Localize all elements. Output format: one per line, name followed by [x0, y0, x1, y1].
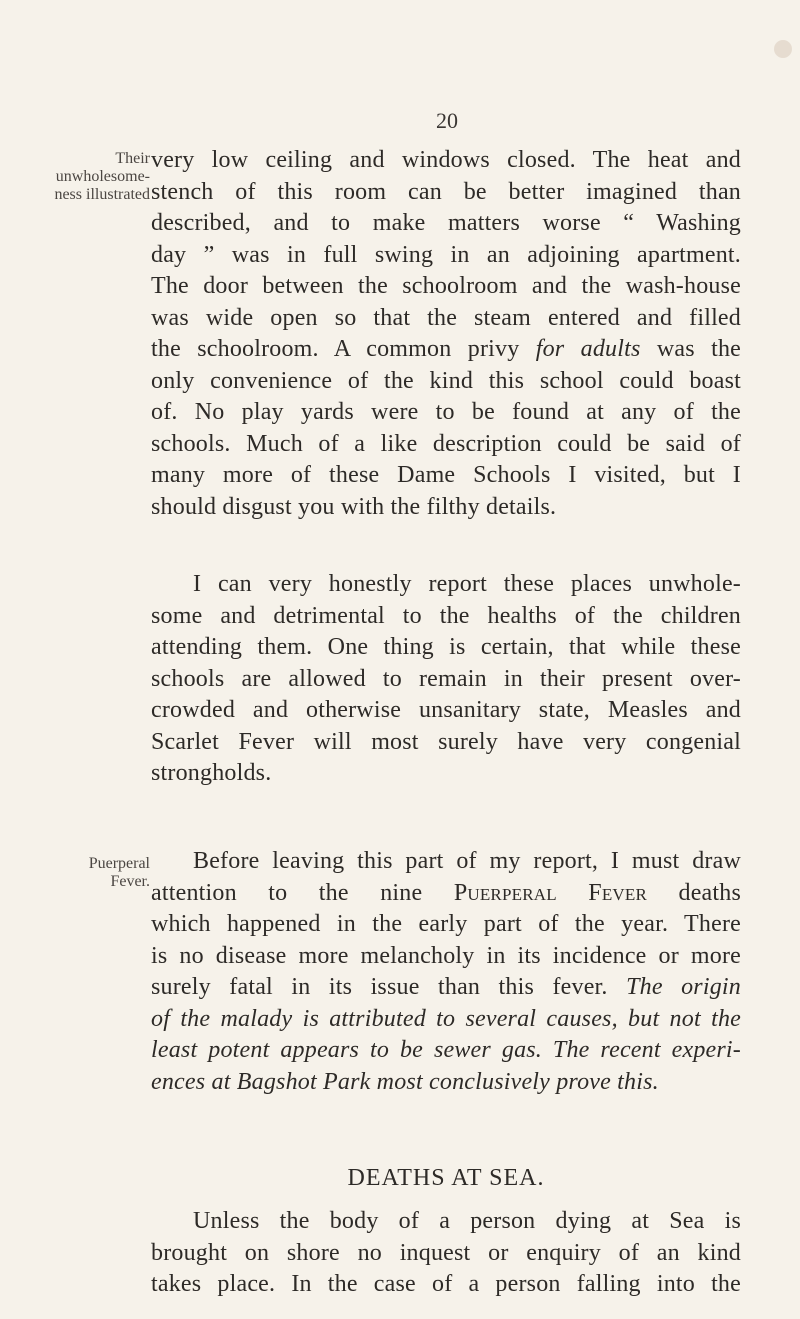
smallcaps-run: Puerperal Fever: [453, 879, 648, 906]
text-line: was wide open so that the steam entered and filled: [151, 304, 741, 331]
margin-note-line: Puerperal: [88, 855, 150, 872]
text-line: schools. Much of a like description could be said of: [151, 430, 741, 457]
italic-run: for adults: [535, 336, 641, 362]
margin-note-line: Their: [115, 150, 150, 167]
text-line: stench of this room can be better imagined than: [151, 178, 741, 205]
text-line: I can very honestly report these places unwhole-: [193, 571, 741, 597]
text-line-italic: of the malady is attributed to several causes, but not the: [151, 1005, 741, 1032]
text-line: Scarlet Fever will most surely have very congenial: [151, 728, 741, 755]
text-line-italic: ences at Bagshot Park most conclusively prove this.: [151, 1068, 659, 1095]
text-line: attending them. One thing is certain, that while these: [151, 634, 741, 660]
text-line: is no disease more melancholy in its incidence or more: [151, 942, 741, 969]
text-line: schools are allowed to remain in their present over-: [151, 665, 741, 692]
text-line: strongholds.: [151, 760, 272, 786]
text-line: described, and to make matters worse “ Washing: [151, 210, 741, 236]
paragraph-unwholesome-report: [151, 569, 741, 790]
text-line-italic: least potent appears to be sewer gas. The recent experi-: [151, 1037, 741, 1063]
text-line: very low ceiling and windows closed. The heat and: [151, 147, 741, 173]
margin-note-line: unwholesome-: [55, 168, 150, 185]
margin-note-unwholesomeness: [42, 150, 150, 204]
text-line: The door between the schoolroom and the wash-house: [151, 273, 741, 299]
text-line: of. No play yards were to be found at any of the: [151, 399, 741, 425]
text-line: Unless the body of a person dying at Sea is: [193, 1208, 741, 1234]
margin-note-line: ness illustrated: [54, 186, 150, 203]
text-run: deaths: [678, 879, 741, 906]
text-run: surely fatal in its issue than this fever.: [151, 974, 608, 1000]
margin-note-line: Fever.: [110, 873, 150, 890]
text-line: day ” was in full swing in an adjoining apartment.: [151, 241, 741, 268]
paragraph-deaths-at-sea: [151, 1206, 741, 1301]
text-line: which happened in the early part of the year. There: [151, 911, 741, 937]
text-line: brought on shore no inquest or enquiry of an kind: [151, 1239, 741, 1266]
text-run: attention to the nine: [151, 879, 423, 906]
text-line: takes place. In the case of a person falling into the: [151, 1271, 741, 1297]
text-line-mixed: [151, 878, 741, 910]
page-number: 20: [436, 108, 458, 133]
paper-stain: [774, 40, 792, 58]
text-line-mixed: [151, 972, 741, 1004]
text-line-mixed: [151, 334, 741, 366]
text-line: only convenience of the kind this school could boast: [151, 367, 741, 394]
text-line: Before leaving this part of my report, I must draw: [193, 848, 741, 874]
italic-run: The origin: [626, 974, 741, 1000]
text-run: the schoolroom. A common privy: [151, 336, 520, 362]
section-heading: DEATHS AT SEA.: [347, 1165, 545, 1191]
margin-note-puerperal-fever: [42, 855, 150, 891]
text-line: some and detrimental to the healths of the children: [151, 602, 741, 629]
paragraph-puerperal-fever: [151, 846, 741, 1098]
paragraph-schoolroom: [151, 145, 741, 523]
text-line: many more of these Dame Schools I visited, but I: [151, 462, 741, 488]
text-line: crowded and otherwise unsanitary state, Measles and: [151, 697, 741, 723]
text-line: should disgust you with the filthy details.: [151, 493, 557, 520]
text-run: was the: [656, 336, 741, 362]
